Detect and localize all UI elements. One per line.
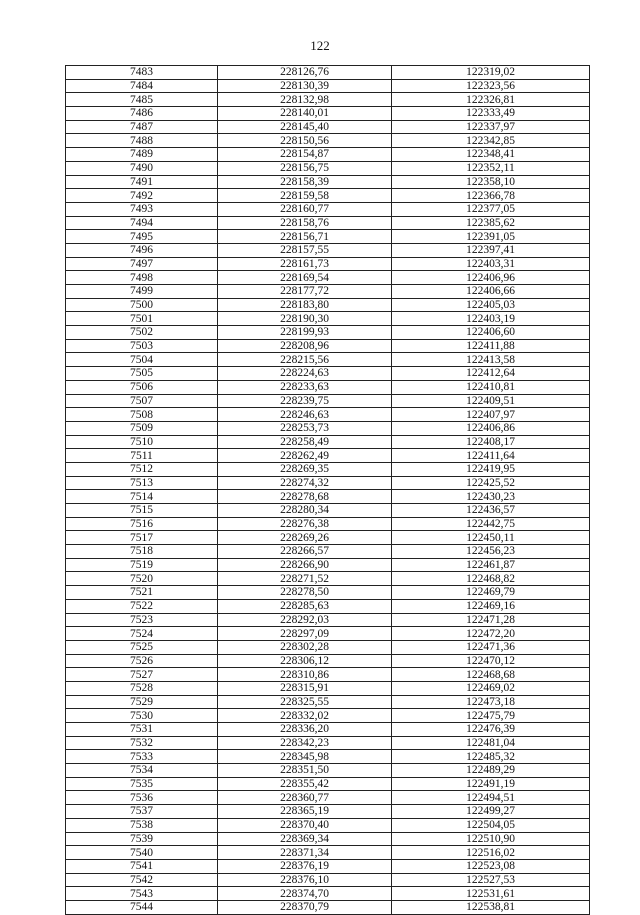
table-row [66, 120, 590, 134]
table-row [66, 736, 590, 750]
x-coordinate-cell: 228253,73 [218, 421, 392, 435]
x-coordinate-cell: 228190,30 [218, 312, 392, 326]
x-coordinate-cell: 228140,01 [218, 107, 392, 121]
y-coordinate-cell: 122510,90 [392, 832, 590, 846]
point-number-cell: 7498 [66, 271, 218, 285]
x-coordinate-cell: 228297,09 [218, 627, 392, 641]
table-row [66, 599, 590, 613]
y-coordinate-cell: 122531,61 [392, 887, 590, 901]
table-row [66, 777, 590, 791]
table-row [66, 408, 590, 422]
point-number-cell: 7521 [66, 586, 218, 600]
point-number-cell: 7539 [66, 832, 218, 846]
x-coordinate-cell: 228159,58 [218, 189, 392, 203]
table-row [66, 900, 590, 914]
point-number-cell: 7497 [66, 257, 218, 271]
x-coordinate-cell: 228374,70 [218, 887, 392, 901]
table-row [66, 846, 590, 860]
table-row [66, 339, 590, 353]
table-row [66, 531, 590, 545]
point-number-cell: 7494 [66, 216, 218, 230]
y-coordinate-cell: 122442,75 [392, 517, 590, 531]
point-number-cell: 7528 [66, 681, 218, 695]
y-coordinate-cell: 122470,12 [392, 654, 590, 668]
x-coordinate-cell: 228156,71 [218, 230, 392, 244]
table-row [66, 216, 590, 230]
x-coordinate-cell: 228246,63 [218, 408, 392, 422]
table-row [66, 586, 590, 600]
table-row [66, 572, 590, 586]
x-coordinate-cell: 228160,77 [218, 202, 392, 216]
x-coordinate-cell: 228132,98 [218, 93, 392, 107]
point-number-cell: 7538 [66, 818, 218, 832]
table-row [66, 148, 590, 162]
point-number-cell: 7512 [66, 462, 218, 476]
table-row [66, 695, 590, 709]
x-coordinate-cell: 228169,54 [218, 271, 392, 285]
x-coordinate-cell: 228365,19 [218, 805, 392, 819]
y-coordinate-cell: 122473,18 [392, 695, 590, 709]
y-coordinate-cell: 122319,02 [392, 66, 590, 80]
point-number-cell: 7484 [66, 79, 218, 93]
table-row [66, 873, 590, 887]
table-row [66, 243, 590, 257]
x-coordinate-cell: 228285,63 [218, 599, 392, 613]
y-coordinate-cell: 122391,05 [392, 230, 590, 244]
y-coordinate-cell: 122397,41 [392, 243, 590, 257]
table-row [66, 750, 590, 764]
table-row [66, 202, 590, 216]
table-row [66, 79, 590, 93]
table-row [66, 230, 590, 244]
y-coordinate-cell: 122408,17 [392, 435, 590, 449]
y-coordinate-cell: 122366,78 [392, 189, 590, 203]
x-coordinate-cell: 228278,68 [218, 490, 392, 504]
y-coordinate-cell: 122342,85 [392, 134, 590, 148]
x-coordinate-cell: 228360,77 [218, 791, 392, 805]
x-coordinate-cell: 228269,35 [218, 462, 392, 476]
y-coordinate-cell: 122538,81 [392, 900, 590, 914]
y-coordinate-cell: 122385,62 [392, 216, 590, 230]
y-coordinate-cell: 122425,52 [392, 476, 590, 490]
x-coordinate-cell: 228371,34 [218, 846, 392, 860]
x-coordinate-cell: 228215,56 [218, 353, 392, 367]
table-row [66, 558, 590, 572]
point-number-cell: 7493 [66, 202, 218, 216]
point-number-cell: 7517 [66, 531, 218, 545]
x-coordinate-cell: 228130,39 [218, 79, 392, 93]
y-coordinate-cell: 122419,95 [392, 462, 590, 476]
point-number-cell: 7499 [66, 285, 218, 299]
table-row [66, 613, 590, 627]
x-coordinate-cell: 228154,87 [218, 148, 392, 162]
point-number-cell: 7487 [66, 120, 218, 134]
x-coordinate-cell: 228370,40 [218, 818, 392, 832]
y-coordinate-cell: 122469,16 [392, 599, 590, 613]
y-coordinate-cell: 122406,60 [392, 326, 590, 340]
point-number-cell: 7522 [66, 599, 218, 613]
table-row [66, 462, 590, 476]
table-row [66, 326, 590, 340]
point-number-cell: 7489 [66, 148, 218, 162]
y-coordinate-cell: 122403,19 [392, 312, 590, 326]
y-coordinate-cell: 122403,31 [392, 257, 590, 271]
table-row [66, 640, 590, 654]
x-coordinate-cell: 228208,96 [218, 339, 392, 353]
coordinates-table-body [66, 66, 590, 915]
y-coordinate-cell: 122485,32 [392, 750, 590, 764]
y-coordinate-cell: 122527,53 [392, 873, 590, 887]
table-row [66, 380, 590, 394]
y-coordinate-cell: 122468,68 [392, 668, 590, 682]
y-coordinate-cell: 122468,82 [392, 572, 590, 586]
x-coordinate-cell: 228262,49 [218, 449, 392, 463]
point-number-cell: 7513 [66, 476, 218, 490]
y-coordinate-cell: 122516,02 [392, 846, 590, 860]
y-coordinate-cell: 122405,03 [392, 298, 590, 312]
x-coordinate-cell: 228183,80 [218, 298, 392, 312]
point-number-cell: 7490 [66, 161, 218, 175]
x-coordinate-cell: 228126,76 [218, 66, 392, 80]
point-number-cell: 7524 [66, 627, 218, 641]
point-number-cell: 7531 [66, 723, 218, 737]
point-number-cell: 7491 [66, 175, 218, 189]
table-row [66, 654, 590, 668]
y-coordinate-cell: 122337,97 [392, 120, 590, 134]
point-number-cell: 7514 [66, 490, 218, 504]
y-coordinate-cell: 122469,02 [392, 681, 590, 695]
point-number-cell: 7526 [66, 654, 218, 668]
x-coordinate-cell: 228310,86 [218, 668, 392, 682]
point-number-cell: 7532 [66, 736, 218, 750]
table-row [66, 627, 590, 641]
y-coordinate-cell: 122411,88 [392, 339, 590, 353]
point-number-cell: 7488 [66, 134, 218, 148]
y-coordinate-cell: 122491,19 [392, 777, 590, 791]
y-coordinate-cell: 122409,51 [392, 394, 590, 408]
y-coordinate-cell: 122333,49 [392, 107, 590, 121]
table-row [66, 545, 590, 559]
point-number-cell: 7505 [66, 367, 218, 381]
x-coordinate-cell: 228156,75 [218, 161, 392, 175]
point-number-cell: 7516 [66, 517, 218, 531]
x-coordinate-cell: 228278,50 [218, 586, 392, 600]
x-coordinate-cell: 228269,26 [218, 531, 392, 545]
x-coordinate-cell: 228158,76 [218, 216, 392, 230]
x-coordinate-cell: 228258,49 [218, 435, 392, 449]
x-coordinate-cell: 228370,79 [218, 900, 392, 914]
y-coordinate-cell: 122481,04 [392, 736, 590, 750]
table-row [66, 490, 590, 504]
point-number-cell: 7502 [66, 326, 218, 340]
x-coordinate-cell: 228306,12 [218, 654, 392, 668]
x-coordinate-cell: 228315,91 [218, 681, 392, 695]
table-row [66, 285, 590, 299]
point-number-cell: 7518 [66, 545, 218, 559]
x-coordinate-cell: 228355,42 [218, 777, 392, 791]
y-coordinate-cell: 122348,41 [392, 148, 590, 162]
table-row [66, 449, 590, 463]
table-row [66, 517, 590, 531]
y-coordinate-cell: 122523,08 [392, 859, 590, 873]
y-coordinate-cell: 122489,29 [392, 764, 590, 778]
table-row [66, 257, 590, 271]
table-row [66, 271, 590, 285]
x-coordinate-cell: 228274,32 [218, 476, 392, 490]
point-number-cell: 7542 [66, 873, 218, 887]
point-number-cell: 7506 [66, 380, 218, 394]
table-row [66, 668, 590, 682]
point-number-cell: 7541 [66, 859, 218, 873]
x-coordinate-cell: 228342,23 [218, 736, 392, 750]
x-coordinate-cell: 228145,40 [218, 120, 392, 134]
x-coordinate-cell: 228369,34 [218, 832, 392, 846]
table-row [66, 189, 590, 203]
table-row [66, 394, 590, 408]
x-coordinate-cell: 228161,73 [218, 257, 392, 271]
table-row [66, 134, 590, 148]
x-coordinate-cell: 228157,55 [218, 243, 392, 257]
x-coordinate-cell: 228276,38 [218, 517, 392, 531]
y-coordinate-cell: 122456,23 [392, 545, 590, 559]
x-coordinate-cell: 228239,75 [218, 394, 392, 408]
y-coordinate-cell: 122472,20 [392, 627, 590, 641]
y-coordinate-cell: 122406,66 [392, 285, 590, 299]
x-coordinate-cell: 228302,28 [218, 640, 392, 654]
point-number-cell: 7544 [66, 900, 218, 914]
x-coordinate-cell: 228292,03 [218, 613, 392, 627]
table-row [66, 367, 590, 381]
y-coordinate-cell: 122352,11 [392, 161, 590, 175]
y-coordinate-cell: 122450,11 [392, 531, 590, 545]
x-coordinate-cell: 228271,52 [218, 572, 392, 586]
table-row [66, 107, 590, 121]
point-number-cell: 7510 [66, 435, 218, 449]
table-row [66, 723, 590, 737]
coordinates-table [65, 65, 590, 915]
point-number-cell: 7534 [66, 764, 218, 778]
point-number-cell: 7536 [66, 791, 218, 805]
table-row [66, 832, 590, 846]
point-number-cell: 7509 [66, 421, 218, 435]
table-row [66, 298, 590, 312]
y-coordinate-cell: 122323,56 [392, 79, 590, 93]
x-coordinate-cell: 228150,56 [218, 134, 392, 148]
y-coordinate-cell: 122410,81 [392, 380, 590, 394]
table-row [66, 66, 590, 80]
point-number-cell: 7507 [66, 394, 218, 408]
table-row [66, 504, 590, 518]
x-coordinate-cell: 228158,39 [218, 175, 392, 189]
table-row [66, 818, 590, 832]
y-coordinate-cell: 122406,96 [392, 271, 590, 285]
x-coordinate-cell: 228332,02 [218, 709, 392, 723]
x-coordinate-cell: 228351,50 [218, 764, 392, 778]
table-row [66, 859, 590, 873]
y-coordinate-cell: 122476,39 [392, 723, 590, 737]
point-number-cell: 7508 [66, 408, 218, 422]
y-coordinate-cell: 122469,79 [392, 586, 590, 600]
point-number-cell: 7515 [66, 504, 218, 518]
x-coordinate-cell: 228266,57 [218, 545, 392, 559]
x-coordinate-cell: 228325,55 [218, 695, 392, 709]
point-number-cell: 7533 [66, 750, 218, 764]
point-number-cell: 7483 [66, 66, 218, 80]
point-number-cell: 7529 [66, 695, 218, 709]
point-number-cell: 7503 [66, 339, 218, 353]
x-coordinate-cell: 228266,90 [218, 558, 392, 572]
table-row [66, 93, 590, 107]
table-row [66, 791, 590, 805]
table-row [66, 764, 590, 778]
x-coordinate-cell: 228199,93 [218, 326, 392, 340]
y-coordinate-cell: 122407,97 [392, 408, 590, 422]
point-number-cell: 7523 [66, 613, 218, 627]
x-coordinate-cell: 228345,98 [218, 750, 392, 764]
point-number-cell: 7535 [66, 777, 218, 791]
table-row [66, 435, 590, 449]
table-row [66, 709, 590, 723]
table-row [66, 805, 590, 819]
table-row [66, 161, 590, 175]
y-coordinate-cell: 122326,81 [392, 93, 590, 107]
table-row [66, 681, 590, 695]
y-coordinate-cell: 122412,64 [392, 367, 590, 381]
page-number: 122 [310, 38, 330, 53]
x-coordinate-cell: 228376,10 [218, 873, 392, 887]
point-number-cell: 7500 [66, 298, 218, 312]
x-coordinate-cell: 228376,19 [218, 859, 392, 873]
x-coordinate-cell: 228336,20 [218, 723, 392, 737]
point-number-cell: 7486 [66, 107, 218, 121]
y-coordinate-cell: 122494,51 [392, 791, 590, 805]
y-coordinate-cell: 122430,23 [392, 490, 590, 504]
y-coordinate-cell: 122377,05 [392, 202, 590, 216]
y-coordinate-cell: 122436,57 [392, 504, 590, 518]
point-number-cell: 7519 [66, 558, 218, 572]
point-number-cell: 7537 [66, 805, 218, 819]
y-coordinate-cell: 122471,36 [392, 640, 590, 654]
point-number-cell: 7492 [66, 189, 218, 203]
x-coordinate-cell: 228233,63 [218, 380, 392, 394]
y-coordinate-cell: 122471,28 [392, 613, 590, 627]
point-number-cell: 7501 [66, 312, 218, 326]
point-number-cell: 7495 [66, 230, 218, 244]
point-number-cell: 7511 [66, 449, 218, 463]
y-coordinate-cell: 122499,27 [392, 805, 590, 819]
table-row [66, 887, 590, 901]
table-row [66, 353, 590, 367]
point-number-cell: 7525 [66, 640, 218, 654]
table-row [66, 421, 590, 435]
y-coordinate-cell: 122461,87 [392, 558, 590, 572]
point-number-cell: 7530 [66, 709, 218, 723]
point-number-cell: 7496 [66, 243, 218, 257]
point-number-cell: 7485 [66, 93, 218, 107]
point-number-cell: 7543 [66, 887, 218, 901]
y-coordinate-cell: 122475,79 [392, 709, 590, 723]
table-row [66, 312, 590, 326]
table-row [66, 476, 590, 490]
x-coordinate-cell: 228224,63 [218, 367, 392, 381]
point-number-cell: 7540 [66, 846, 218, 860]
point-number-cell: 7520 [66, 572, 218, 586]
y-coordinate-cell: 122358,10 [392, 175, 590, 189]
y-coordinate-cell: 122406,86 [392, 421, 590, 435]
y-coordinate-cell: 122411,64 [392, 449, 590, 463]
point-number-cell: 7527 [66, 668, 218, 682]
y-coordinate-cell: 122504,05 [392, 818, 590, 832]
point-number-cell: 7504 [66, 353, 218, 367]
x-coordinate-cell: 228177,72 [218, 285, 392, 299]
y-coordinate-cell: 122413,58 [392, 353, 590, 367]
table-row [66, 175, 590, 189]
x-coordinate-cell: 228280,34 [218, 504, 392, 518]
